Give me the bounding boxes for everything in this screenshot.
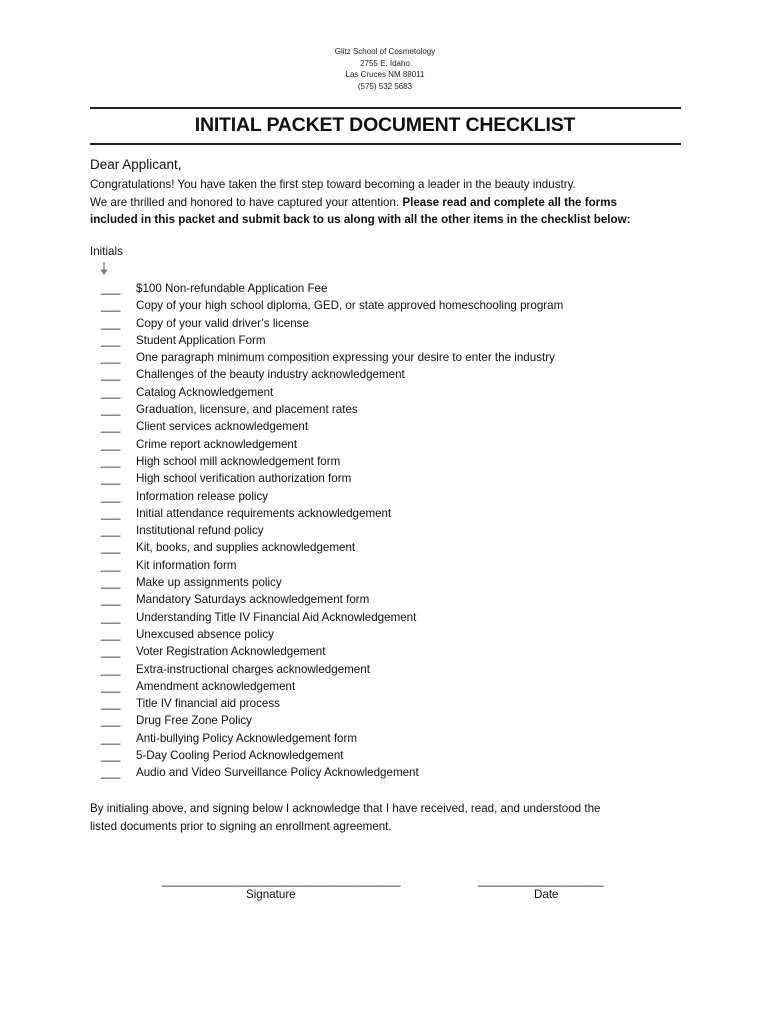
checklist-item [101,626,563,643]
date-label: Date [534,888,559,901]
initials-blank[interactable]: ___ [101,454,121,468]
checklist-item [101,453,563,470]
checklist-item-label: Kit information form [136,558,237,572]
initials-blank[interactable]: ___ [101,333,121,347]
checklist-item [101,557,563,574]
checklist-item-label: Copy of your high school diploma, GED, or state approved homeschooling program [136,299,564,313]
initials-blank[interactable]: ___ [101,437,121,451]
document-title: INITIAL PACKET DOCUMENT CHECKLIST [194,114,576,136]
checklist-item-label: One paragraph minimum composition expressing your desire to enter the industry [136,351,555,365]
checklist-item-label: Initial attendance requirements acknowledgement [136,506,392,520]
checklist-item-label: High school verification authorization form [136,472,352,486]
checklist-item-label: Make up assignments policy [136,576,282,590]
checklist-item-label: Understanding Title IV Financial Aid Acknowledgement [136,610,417,624]
initials-blank[interactable]: ___ [101,472,121,486]
initials-blank[interactable]: ___ [101,385,121,399]
initials-blank[interactable]: ___ [101,662,121,676]
greeting: Dear Applicant, [90,157,182,172]
school-name: Glitz School of Cosmetology [334,47,436,56]
checklist-item [101,366,563,383]
down-arrow-icon [99,262,109,276]
checklist-item [101,678,563,695]
signature-label: Signature [246,888,296,901]
document-checklist [101,280,563,782]
initials-label: Initials [90,245,123,258]
initials-blank[interactable]: ___ [101,506,121,520]
checklist-item-label: Information release policy [136,489,269,503]
checklist-item [101,315,563,332]
title-rule-top [90,107,681,109]
checklist-item [101,436,563,453]
initials-blank[interactable]: ___ [101,524,121,538]
intro-line-3-bold: included in this packet and submit back to us along with all the other items in the checklist below: [90,213,631,226]
checklist-item [101,695,563,712]
initials-blank[interactable]: ___ [101,679,121,693]
date-line[interactable]: _____________________ [478,874,603,887]
checklist-item-label: Student Application Form [136,333,266,347]
checklist-item-label: 5-Day Cooling Period Acknowledgement [136,749,344,763]
initials-blank[interactable]: ___ [101,282,121,295]
checklist-item-label: Copy of your valid driver’s license [136,316,309,330]
intro-line-2 [90,194,690,212]
initials-blank[interactable]: ___ [101,403,121,417]
checklist-item [101,574,563,591]
checklist-item [101,764,563,781]
checklist-item-label: Client services acknowledgement [136,420,309,434]
checklist-item-label: Mandatory Saturdays acknowledgement form [136,593,370,607]
checklist-item [101,297,563,314]
checklist-item [101,539,563,556]
initials-blank[interactable]: ___ [101,731,121,745]
checklist-item-label: Unexcused absence policy [136,627,274,641]
checklist-item-label: Amendment acknowledgement [136,679,296,693]
checklist-item [101,349,563,366]
intro-paragraph [90,176,690,229]
checklist-item [101,488,563,505]
checklist-item [101,332,563,349]
checklist-item-label: Voter Registration Acknowledgement [136,645,326,659]
checklist-item-label: Kit, books, and supplies acknowledgement [136,541,356,555]
school-street: 2755 E. Idaho [360,58,410,68]
acknowledgement-line-1: By initialing above, and signing below I acknowledge that I have received, read, and understood the [90,802,601,815]
initials-blank[interactable]: ___ [101,749,121,763]
initials-blank[interactable]: ___ [101,368,121,382]
checklist-item-label: Catalog Acknowledgement [136,385,274,399]
checklist-item [101,384,563,401]
checklist-item-label: $100 Non-refundable Application Fee [136,282,328,295]
initials-blank[interactable]: ___ [101,351,121,365]
checklist-item [101,470,563,487]
intro-line-2-bold: Please read and complete all the forms [402,195,617,209]
checklist-item [101,747,563,764]
checklist-item-label: Drug Free Zone Policy [136,714,252,728]
checklist-item [101,661,563,678]
initials-blank[interactable]: ___ [101,420,121,434]
initials-blank[interactable]: ___ [101,541,121,555]
checklist-item [101,280,563,297]
intro-line-3 [90,211,690,229]
intro-line-2-plain: We are thrilled and honored to have captured your attention. [90,195,403,209]
checklist-item [101,522,563,539]
checklist-item-label: Graduation, licensure, and placement rates [136,403,358,417]
acknowledgement-line-2: listed documents prior to signing an enrollment agreement. [90,820,392,833]
checklist-item [101,730,563,747]
checklist-item [101,418,563,435]
initials-blank[interactable]: ___ [101,766,121,780]
checklist-item-label: Extra-instructional charges acknowledgement [136,662,370,676]
checklist-item [101,401,563,418]
intro-line-1: Congratulations! You have taken the first step toward becoming a leader in the beauty industry. [90,178,576,191]
checklist-item [101,591,563,608]
checklist-item [101,643,563,660]
initials-blank[interactable]: ___ [101,558,121,572]
checklist-item-label: High school mill acknowledgement form [136,454,341,468]
initials-blank[interactable]: ___ [101,576,121,590]
initials-blank[interactable]: ___ [101,593,121,607]
school-phone: (575) 532 5683 [357,81,413,91]
checklist-item-label: Audio and Video Surveillance Policy Acknowledgement [136,766,419,780]
acknowledgement-paragraph [90,800,690,836]
checklist-item [101,712,563,729]
initials-blank[interactable]: ___ [101,645,121,659]
title-rule-bottom [90,143,681,145]
checklist-item-label: Crime report acknowledgement [136,437,298,451]
checklist-item-label: Anti-bullying Policy Acknowledgement form [136,731,358,745]
initials-blank[interactable]: ___ [101,697,121,711]
checklist-item-label: Institutional refund policy [136,524,264,538]
initials-blank[interactable]: ___ [101,299,121,313]
checklist-item [101,505,563,522]
signature-line[interactable]: ________________________________________ [162,874,400,887]
checklist-item-label: Challenges of the beauty industry acknowledgement [136,368,405,382]
school-header [0,46,770,92]
checklist-item [101,609,563,626]
school-city: Las Cruces NM 88011 [345,70,425,79]
initials-blank[interactable]: ___ [101,316,121,330]
initials-blank[interactable]: ___ [101,714,121,728]
checklist-item-label: Title IV financial aid process [136,697,280,711]
initials-blank[interactable]: ___ [101,489,121,503]
initials-blank[interactable]: ___ [101,610,121,624]
initials-blank[interactable]: ___ [101,627,121,641]
